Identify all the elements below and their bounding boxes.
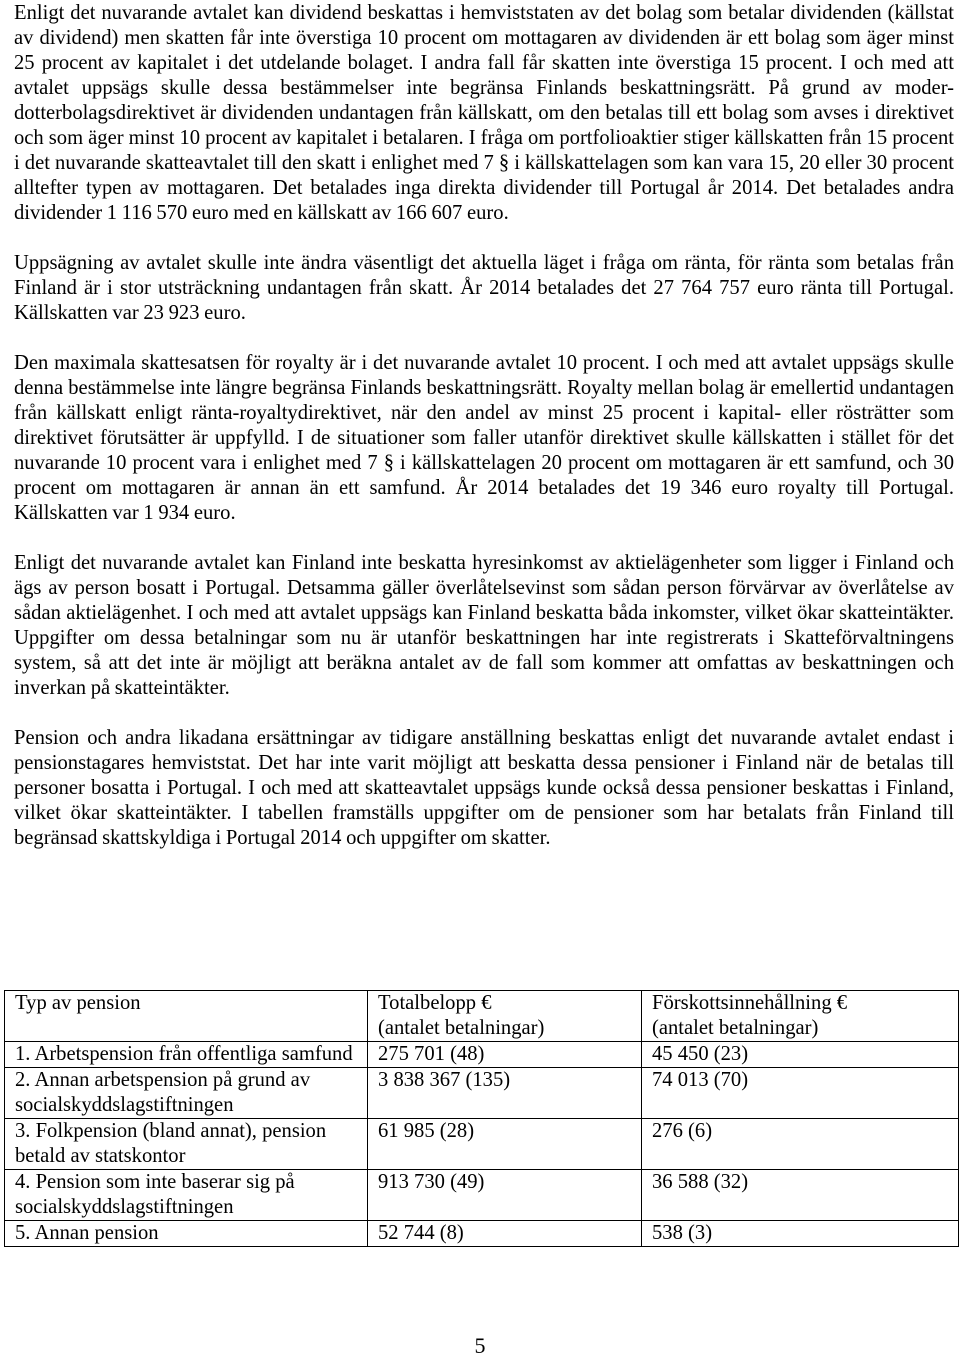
paragraph-dividend: Enligt det nuvarande avtalet kan dividend beskattas i hemviststaten av det bolag som betalar dividenden (källstat av dividend) men skatten får inte överstiga 10 procent om mottagaren av dividenden är ett bolag som äger minst 25 procent av kapitalet i det utdelande bolaget. I andra fall får skatten inte överstiga 15 procent. I och med att avtalet uppsägs skulle dessa bestämmelser inte begränsa Finlands beskattningsrätt. På grund av moder-dotterbolagsdirektivet är dividenden undantagen från källskatt, om den betalas till ett bolag som avses i direktivet och som äger minst 10 procent av kapitalet i betalaren. I fråga om portfolioaktier stiger källskatten från 15 procent i det nuvarande skatteavtalet till den skatt i enlighet med 7 § i källskattelagen som kan vara 15, 20 eller 30 procent alltefter typen av mottagaren. Det betalades inga direkta dividender till Portugal år 2014. Det betalades andra dividender 1 116 570 euro med en källskatt av 166 607 euro.	[14, 2, 954, 224]
table-row	[5, 1068, 959, 1119]
page-number: 5	[474, 1333, 486, 1358]
table-cell-type: 2. Annan arbetspension på grund av socialskyddslagstiftningen	[5, 1068, 368, 1119]
paragraph-pension: Pension och andra likadana ersättningar av tidigare anställning beskattas enligt det nuvarande avtalet endast i pensionstagares hemviststat. Det har inte varit möjligt att beskatta dessa pensioner i Finland när de betalas till personer bosatta i Portugal. I och med att skatteavtalet uppsägs kunde också dessa pensioner beskattas i Finland, vilket ökar skatteintäkter. I tabellen framställs uppgifter om de pensioner som har betalats från Finland till begränsad skattskyldiga i Portugal 2014 och uppgifter om skatter.	[14, 727, 954, 849]
table-cell-type: 4. Pension som inte baserar sig på socialskyddslagstiftningen	[5, 1170, 368, 1221]
header-total-amount: Totalbelopp € (antalet betalningar)	[368, 991, 642, 1042]
table-cell-withholding: 276 (6)	[642, 1119, 959, 1170]
table-row	[5, 1119, 959, 1170]
pension-table	[4, 990, 959, 1247]
table-cell-total: 3 838 367 (135)	[368, 1068, 642, 1119]
table-cell-total: 275 701 (48)	[368, 1042, 642, 1068]
document-page	[14, 0, 954, 851]
header-withholding: Förskottsinnehållning € (antalet betalningar)	[642, 991, 959, 1042]
table-cell-withholding: 36 588 (32)	[642, 1170, 959, 1221]
table-cell-total: 61 985 (28)	[368, 1119, 642, 1170]
paragraph-royalty: Den maximala skattesatsen för royalty är i det nuvarande avtalet 10 procent. I och med att avtalet uppsägs skulle denna bestämmelse inte längre begränsa Finlands beskattningsrätt. Royalty mellan bolag är emellertid undantagen från källskatt enligt ränta-royaltydirektivet, när den andel av minst 25 procent i kapital- eller rösträtter som direktivet förutsätter är uppfylld. I de situationer som faller utanför direktivet skulle källskatten i stället för det nuvarande 10 procent vara i enlighet med 7 § i källskattelagen 20 procent om mottagaren är ett samfund, och 30 procent om mottagaren är annan än ett samfund. År 2014 betalades det 19 346 euro royalty till Portugal. Källskatten var 1 934 euro.	[14, 352, 954, 524]
header-pension-type: Typ av pension	[5, 991, 368, 1042]
table-cell-total: 913 730 (49)	[368, 1170, 642, 1221]
table-row	[5, 1042, 959, 1068]
table-cell-type: 3. Folkpension (bland annat), pension betald av statskontor	[5, 1119, 368, 1170]
table-cell-total: 52 744 (8)	[368, 1221, 642, 1247]
table-cell-type: 1. Arbetspension från offentliga samfund	[5, 1042, 368, 1068]
table-row	[5, 1221, 959, 1247]
table-header-row	[5, 991, 959, 1042]
table-cell-withholding: 45 450 (23)	[642, 1042, 959, 1068]
table-cell-withholding: 74 013 (70)	[642, 1068, 959, 1119]
table-cell-type: 5. Annan pension	[5, 1221, 368, 1247]
paragraph-interest: Uppsägning av avtalet skulle inte ändra väsentligt det aktuella läget i fråga om ränta, för ränta som betalas från Finland är i stor utsträckning undantagen från skatt. År 2014 betalades det 27 764 757 euro ränta till Portugal. Källskatten var 23 923 euro.	[14, 252, 954, 324]
table-cell-withholding: 538 (3)	[642, 1221, 959, 1247]
paragraph-rental-income: Enligt det nuvarande avtalet kan Finland inte beskatta hyresinkomst av aktielägenheter som ligger i Finland och ägs av person bosatt i Portugal. Detsamma gäller överlåtelsevinst som sådan person förvärvar av överlåtelse av sådan aktielägenhet. I och med att avtalet uppsägs kan Finland beskatta båda inkomster, vilket ökar skatteintäkter. Uppgifter om dessa betalningar som nu är utanför beskattningen har inte registrerats i Skatteförvaltningens system, så att det inte är möjligt att beräkna antalet av de fall som kommer att omfattas av beskattningen och inverkan på skatteintäkter.	[14, 552, 954, 699]
table-row	[5, 1170, 959, 1221]
